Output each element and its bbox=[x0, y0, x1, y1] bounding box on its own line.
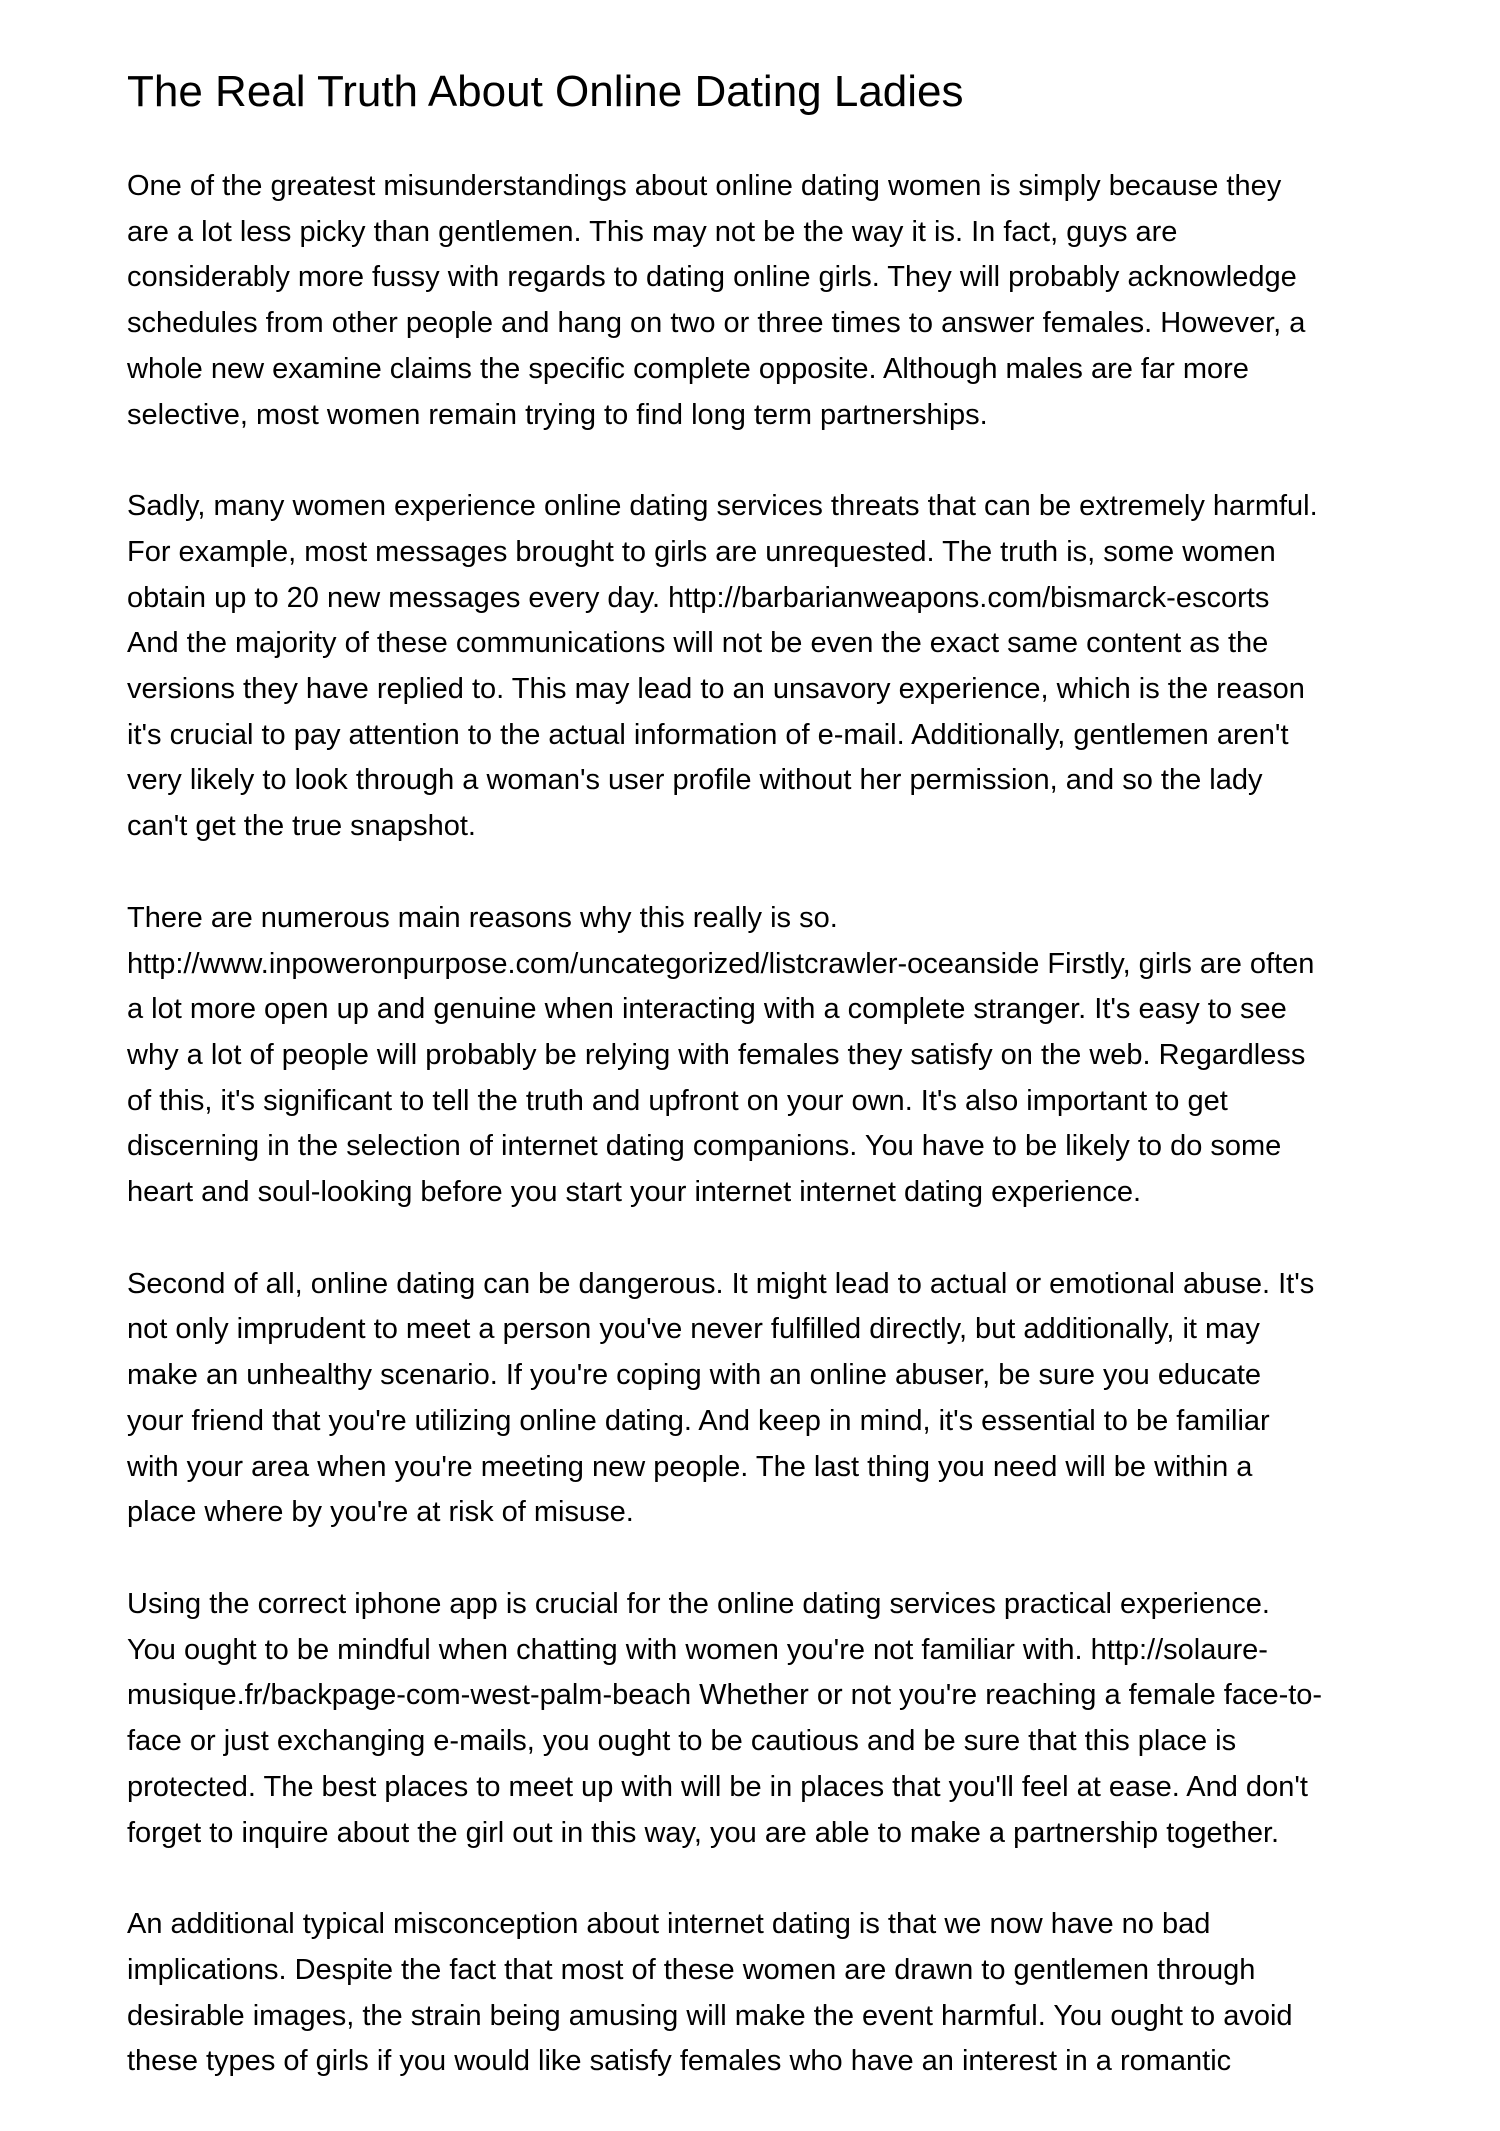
paragraph-line: One of the greatest misunderstandings about online dating women is simply because they bbox=[127, 170, 1282, 202]
paragraph-line: musique.fr/backpage-com-west-palm-beach Whether or not you're reaching a female face-to- bbox=[127, 1679, 1323, 1712]
document-page bbox=[127, 66, 1387, 2131]
body-paragraph bbox=[127, 1582, 1387, 1856]
paragraph-line: very likely to look through a woman's user profile without her permission, and so the lady bbox=[127, 764, 1263, 797]
paragraph-line: For example, most messages brought to girls are unrequested. The truth is, some women bbox=[127, 535, 1276, 568]
paragraph-line: place where by you're at risk of misuse. bbox=[127, 1496, 634, 1529]
paragraph-line: http://www.inpoweronpurpose.com/uncategorized/listcrawler-oceanside Firstly, girls are often bbox=[127, 947, 1315, 980]
paragraph-line: There are numerous main reasons why this really is so. bbox=[127, 901, 838, 934]
paragraph-line: it's crucial to pay attention to the actual information of e-mail. Additionally, gentlemen aren't bbox=[127, 718, 1289, 751]
paragraph-line: Second of all, online dating can be dangerous. It might lead to actual or emotional abuse. It's bbox=[127, 1267, 1315, 1300]
body-paragraph bbox=[127, 896, 1387, 1216]
paragraph-line: versions they have replied to. This may lead to an unsavory experience, which is the reason bbox=[127, 673, 1305, 706]
paragraph-list bbox=[127, 164, 1387, 2085]
paragraph-line: desirable images, the strain being amusing will make the event harmful. You ought to avoid bbox=[127, 1999, 1293, 2032]
paragraph-line: these types of girls if you would like satisfy females who have an interest in a romantic bbox=[127, 2045, 1232, 2078]
paragraph-line: selective, most women remain trying to find long term partnerships. bbox=[127, 398, 988, 431]
paragraph-line: your friend that you're utilizing online dating. And keep in mind, it's essential to be familiar bbox=[127, 1404, 1270, 1437]
paragraph-line: Sadly, many women experience online dating services threats that can be extremely harmful. bbox=[127, 490, 1318, 523]
paragraph-line: whole new examine claims the specific complete opposite. Although males are far more bbox=[127, 352, 1249, 385]
paragraph-line: with your area when you're meeting new people. The last thing you need will be within a bbox=[127, 1450, 1253, 1483]
paragraph-line: considerably more fussy with regards to dating online girls. They will probably acknowledge bbox=[127, 261, 1297, 294]
paragraph-line: Using the correct iphone app is crucial for the online dating services practical experience. bbox=[127, 1587, 1270, 1620]
paragraph-line: a lot more open up and genuine when interacting with a complete stranger. It's easy to see bbox=[127, 993, 1287, 1026]
paragraph-line: not only imprudent to meet a person you've never fulfilled directly, but additionally, it may bbox=[127, 1313, 1260, 1346]
paragraph-line: forget to inquire about the girl out in this way, you are able to make a partnership together. bbox=[127, 1816, 1280, 1849]
paragraph-line: face or just exchanging e-mails, you ought to be cautious and be sure that this place is bbox=[127, 1725, 1237, 1758]
paragraph-line: discerning in the selection of internet dating companions. You have to be likely to do some bbox=[127, 1130, 1282, 1163]
paragraph-line: protected. The best places to meet up with will be in places that you'll feel at ease. And don't bbox=[127, 1770, 1308, 1803]
body-paragraph bbox=[127, 1262, 1387, 1536]
page-title: The Real Truth About Online Dating Ladies bbox=[127, 67, 964, 116]
paragraph-line: can't get the true snapshot. bbox=[127, 810, 476, 843]
body-paragraph bbox=[127, 1902, 1387, 2085]
paragraph-line: And the majority of these communications will not be even the exact same content as the bbox=[127, 627, 1269, 660]
paragraph-line: make an unhealthy scenario. If you're coping with an online abuser, be sure you educate bbox=[127, 1359, 1262, 1392]
paragraph-line: of this, it's significant to tell the truth and upfront on your own. It's also important to get bbox=[127, 1084, 1228, 1117]
paragraph-line: An additional typical misconception about internet dating is that we now have no bad bbox=[127, 1908, 1211, 1941]
paragraph-line: obtain up to 20 new messages every day. http://barbarianweapons.com/bismarck-escorts bbox=[127, 581, 1270, 614]
body-paragraph bbox=[127, 164, 1387, 438]
paragraph-line: schedules from other people and hang on two or three times to answer females. However, a bbox=[127, 307, 1306, 340]
paragraph-line: You ought to be mindful when chatting with women you're not familiar with. http://solaure- bbox=[127, 1633, 1268, 1666]
paragraph-line: implications. Despite the fact that most of these women are drawn to gentlemen through bbox=[127, 1953, 1256, 1986]
paragraph-line: heart and soul-looking before you start your internet internet dating experience. bbox=[127, 1176, 1142, 1209]
body-paragraph bbox=[127, 484, 1387, 850]
paragraph-line: are a lot less picky than gentlemen. This may not be the way it is. In fact, guys are bbox=[127, 215, 1178, 248]
paragraph-line: why a lot of people will probably be relying with females they satisfy on the web. Regardless bbox=[127, 1038, 1306, 1071]
